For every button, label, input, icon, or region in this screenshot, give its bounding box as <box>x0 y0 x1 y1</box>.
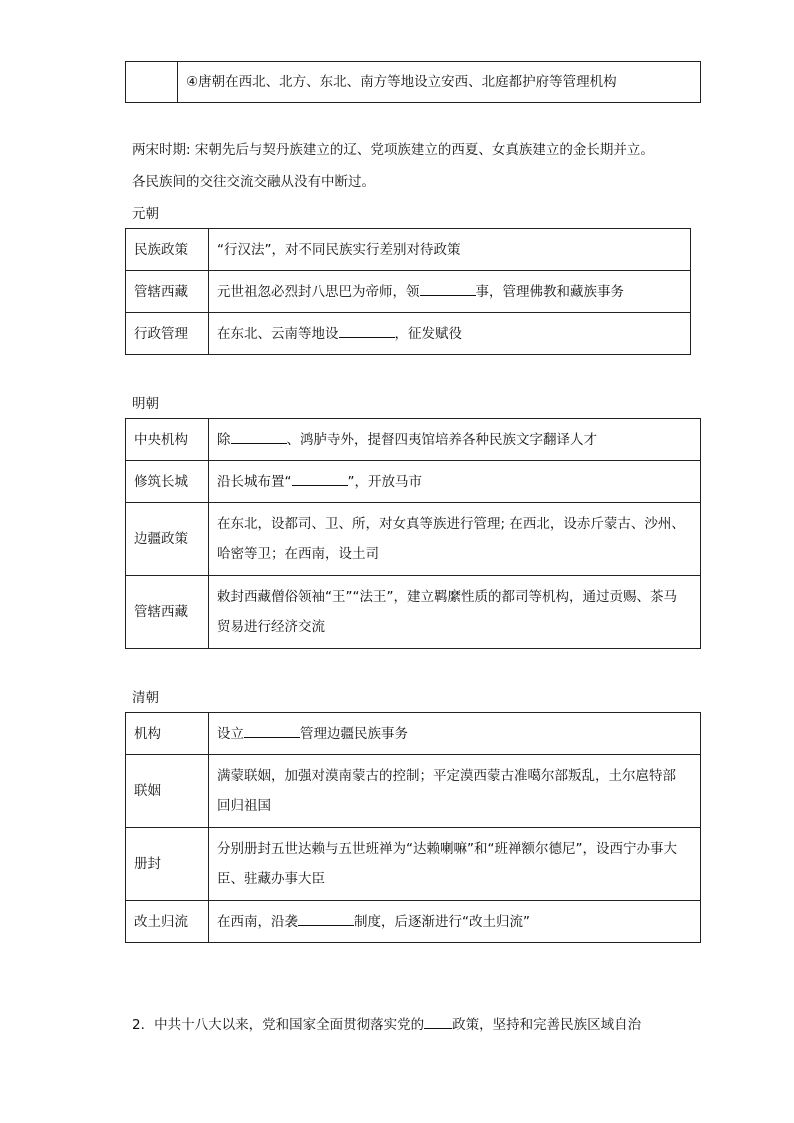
row-value <box>209 901 701 943</box>
row-value <box>209 828 701 901</box>
table-row <box>126 755 701 828</box>
table-row <box>126 576 701 649</box>
text-line: 敕封西藏僧俗领袖“王”“法王”，建立羁縻性质的都司等机构，通过贡赐、茶马 <box>217 589 677 605</box>
row-value <box>209 313 691 355</box>
table-row <box>126 313 691 355</box>
row-key: 修筑长城 <box>126 461 209 503</box>
text-segment: 、鸿胪寺外，提督四夷馆培养各种民族文字翻译人才 <box>286 431 597 448</box>
row-value <box>209 713 701 755</box>
yuan-table <box>125 228 691 355</box>
tang-item-4: ④唐朝在西北、北方、东北、南方等地设立安西、北庭都护府等管理机构 <box>178 62 701 103</box>
text-line: 哈密等卫；在西南，设土司 <box>217 546 379 562</box>
row-key: 管辖西藏 <box>126 271 209 313</box>
text-segment: 管理边疆民族事务 <box>300 725 408 742</box>
fill-blank[interactable] <box>420 281 476 296</box>
text-segment: ，征发赋役 <box>394 325 462 342</box>
table-row <box>126 461 701 503</box>
row-key: 中央机构 <box>126 419 209 461</box>
fill-blank[interactable] <box>244 723 300 738</box>
table-row <box>126 901 701 943</box>
row-key: 行政管理 <box>126 313 209 355</box>
row-value <box>209 503 701 576</box>
text-line: 满蒙联姻，加强对漠南蒙古的控制；平定漠西蒙古准噶尔部叛乱，土尔扈特部 <box>217 768 676 784</box>
fill-blank[interactable] <box>231 429 287 444</box>
text-line: 分别册封五世达赖与五世班禅为“达赖喇嘛”和“班禅额尔德尼”，设西宁办事大 <box>217 841 677 857</box>
row-value <box>209 461 701 503</box>
ming-heading: 明朝 <box>132 396 159 412</box>
text-segment: 在东北、云南等地设 <box>217 325 339 342</box>
text-segment: 在西南，沿袭 <box>217 913 298 930</box>
yuan-heading: 元朝 <box>132 206 159 222</box>
table-row <box>126 419 701 461</box>
row-value <box>209 755 701 828</box>
row-value <box>209 271 691 313</box>
exchange-paragraph: 各民族间的交往交流交融从没有中断过。 <box>132 174 375 190</box>
qing-heading: 清朝 <box>132 690 159 706</box>
text-line: 回归祖国 <box>217 798 271 814</box>
row-key: 民族政策 <box>126 229 209 271</box>
text-line: 贸易进行经济交流 <box>217 619 325 635</box>
text-segment: 制度，后逐渐进行“改土归流” <box>354 913 530 930</box>
text-segment: 沿长城布置“ <box>217 473 292 490</box>
text-line: 在东北，设都司、卫、所，对女真等族进行管理; 在西北，设赤斤蒙古、沙州、 <box>217 516 685 532</box>
text-segment: 事，管理佛教和藏族事务 <box>475 283 624 300</box>
row-key: 改土归流 <box>126 901 209 943</box>
table-cell-empty <box>126 62 178 103</box>
text-segment: 设立 <box>217 725 244 742</box>
text-segment: 元世祖忽必烈封八思巴为帝师，领 <box>217 283 420 300</box>
text-segment: 2．中共十八大以来，党和国家全面贯彻落实党的 <box>132 1017 425 1033</box>
row-value <box>209 576 701 649</box>
row-value: “行汉法”，对不同民族实行差别对待政策 <box>209 229 691 271</box>
table-row <box>126 503 701 576</box>
tang-table <box>125 61 701 103</box>
text-segment: 政策，坚持和完善民族区域自治 <box>452 1017 642 1033</box>
fill-blank[interactable] <box>424 1014 452 1029</box>
fill-blank[interactable] <box>339 323 395 338</box>
text-line: 臣、驻藏办事大臣 <box>217 871 325 887</box>
table-row <box>126 828 701 901</box>
row-key: 管辖西藏 <box>126 576 209 649</box>
row-value <box>209 419 701 461</box>
table-row <box>126 713 701 755</box>
text-segment: 除 <box>217 431 231 448</box>
table-row <box>126 271 691 313</box>
row-key: 机构 <box>126 713 209 755</box>
table-row <box>126 229 691 271</box>
qing-table <box>125 712 701 943</box>
song-paragraph: 两宋时期: 宋朝先后与契丹族建立的辽、党项族建立的西夏、女真族建立的金长期并立。 <box>132 142 654 158</box>
row-key: 联姻 <box>126 755 209 828</box>
row-key: 边疆政策 <box>126 503 209 576</box>
fill-blank[interactable] <box>298 911 354 926</box>
fill-blank[interactable] <box>292 471 348 486</box>
text-segment: ”，开放马市 <box>347 473 422 490</box>
ming-table <box>125 418 701 649</box>
table-row <box>126 62 701 103</box>
question-2 <box>132 1014 641 1035</box>
row-key: 册封 <box>126 828 209 901</box>
